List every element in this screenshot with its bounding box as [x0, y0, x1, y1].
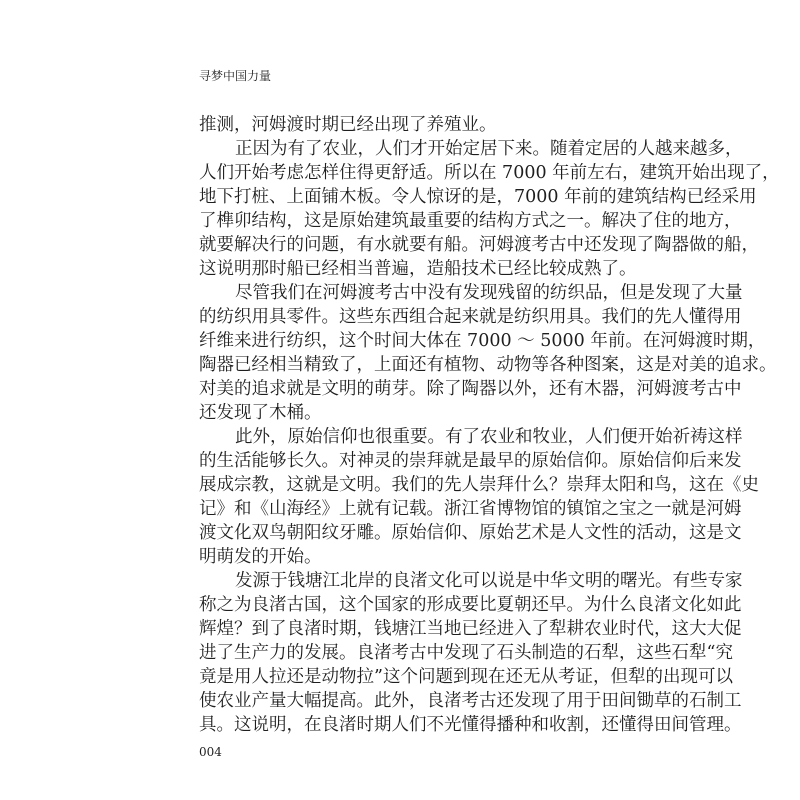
text-line: 陶器已经相当精致了，上面还有植物、动物等各种图案，这是对美的追求。	[199, 355, 777, 375]
text-line: 这说明那时船已经相当普遍，造船技术已经比较成熟了。	[199, 259, 637, 279]
paragraph	[199, 425, 759, 569]
text-line: 展成宗教，这就是文明。我们的先人崇拜什么？崇拜太阳和鸟，这在《史	[199, 475, 759, 495]
paragraph	[199, 569, 743, 737]
paragraph	[199, 113, 605, 137]
text-line: 竟是用人拉还是动物拉”这个问题到现在还无从考证，但犁的出现可以	[199, 667, 733, 687]
page-number: 004	[199, 745, 222, 759]
text-line: 还发现了木桶。	[199, 403, 322, 423]
text-line: 明萌发的开始。	[199, 547, 322, 567]
text-line: 正因为有了农业，人们才开始定居下来。随着定居的人越来越多，	[235, 139, 743, 159]
body-text	[199, 113, 780, 737]
text-line: 进了生产力的发展。良渚考古中发现了石头制造的石犁，这些石犁“究	[199, 643, 733, 663]
running-header: 寻梦中国力量	[199, 69, 272, 83]
text-line: 记》和《山海经》上就有记载。浙江省博物馆的镇馆之宝之一就是河姆	[199, 499, 742, 519]
text-line: 地下打桩、上面铺木板。令人惊讶的是，7000 年前的建筑结构已经采用	[199, 187, 757, 207]
text-line: 了榫卯结构，这是原始建筑最重要的结构方式之一。解决了住的地方，	[199, 211, 742, 231]
text-line: 就要解决行的问题，有水就要有船。河姆渡考古中还发现了陶器做的船，	[199, 235, 759, 255]
text-line: 纤维来进行纺织，这个时间大体在 7000 ～ 5000 年前。在河姆渡时期，	[199, 331, 766, 351]
text-line: 称之为良渚古国，这个国家的形成要比夏朝还早。为什么良渚文化如此	[199, 595, 742, 615]
text-line: 推测，河姆渡时期已经出现了养殖业。	[199, 115, 497, 135]
text-line: 此外，原始信仰也很重要。有了农业和牧业，人们便开始祈祷这样	[235, 427, 743, 447]
text-line: 的生活能够长久。对神灵的崇拜就是最早的原始信仰。原始信仰后来发	[199, 451, 742, 471]
text-line: 尽管我们在河姆渡考古中没有发现残留的纺织品，但是发现了大量	[235, 283, 743, 303]
text-line: 对美的追求就是文明的萌芽。除了陶器以外，还有木器，河姆渡考古中	[199, 379, 742, 399]
text-line: 辉煌？到了良渚时期，钱塘江当地已经进入了犁耕农业时代，这大大促	[199, 619, 742, 639]
text-line: 人们开始考虑怎样住得更舒适。所以在 7000 年前左右，建筑开始出现了，	[199, 163, 780, 183]
text-line: 使农业产量大幅提高。此外，良渚考古还发现了用于田间锄草的石制工	[199, 691, 742, 711]
text-line: 具。这说明，在良渚时期人们不光懂得播种和收割，还懂得田间管理。	[199, 715, 742, 735]
text-line: 的纺织用具零件。这些东西组合起来就是纺织用具。我们的先人懂得用	[199, 307, 742, 327]
text-line: 发源于钱塘江北岸的良渚文化可以说是中华文明的曙光。有些专家	[235, 571, 743, 591]
paragraph	[199, 137, 780, 281]
paragraph	[199, 281, 777, 425]
text-line: 渡文化双鸟朝阳纹牙雕。原始信仰、原始艺术是人文性的活动，这是文	[199, 523, 742, 543]
